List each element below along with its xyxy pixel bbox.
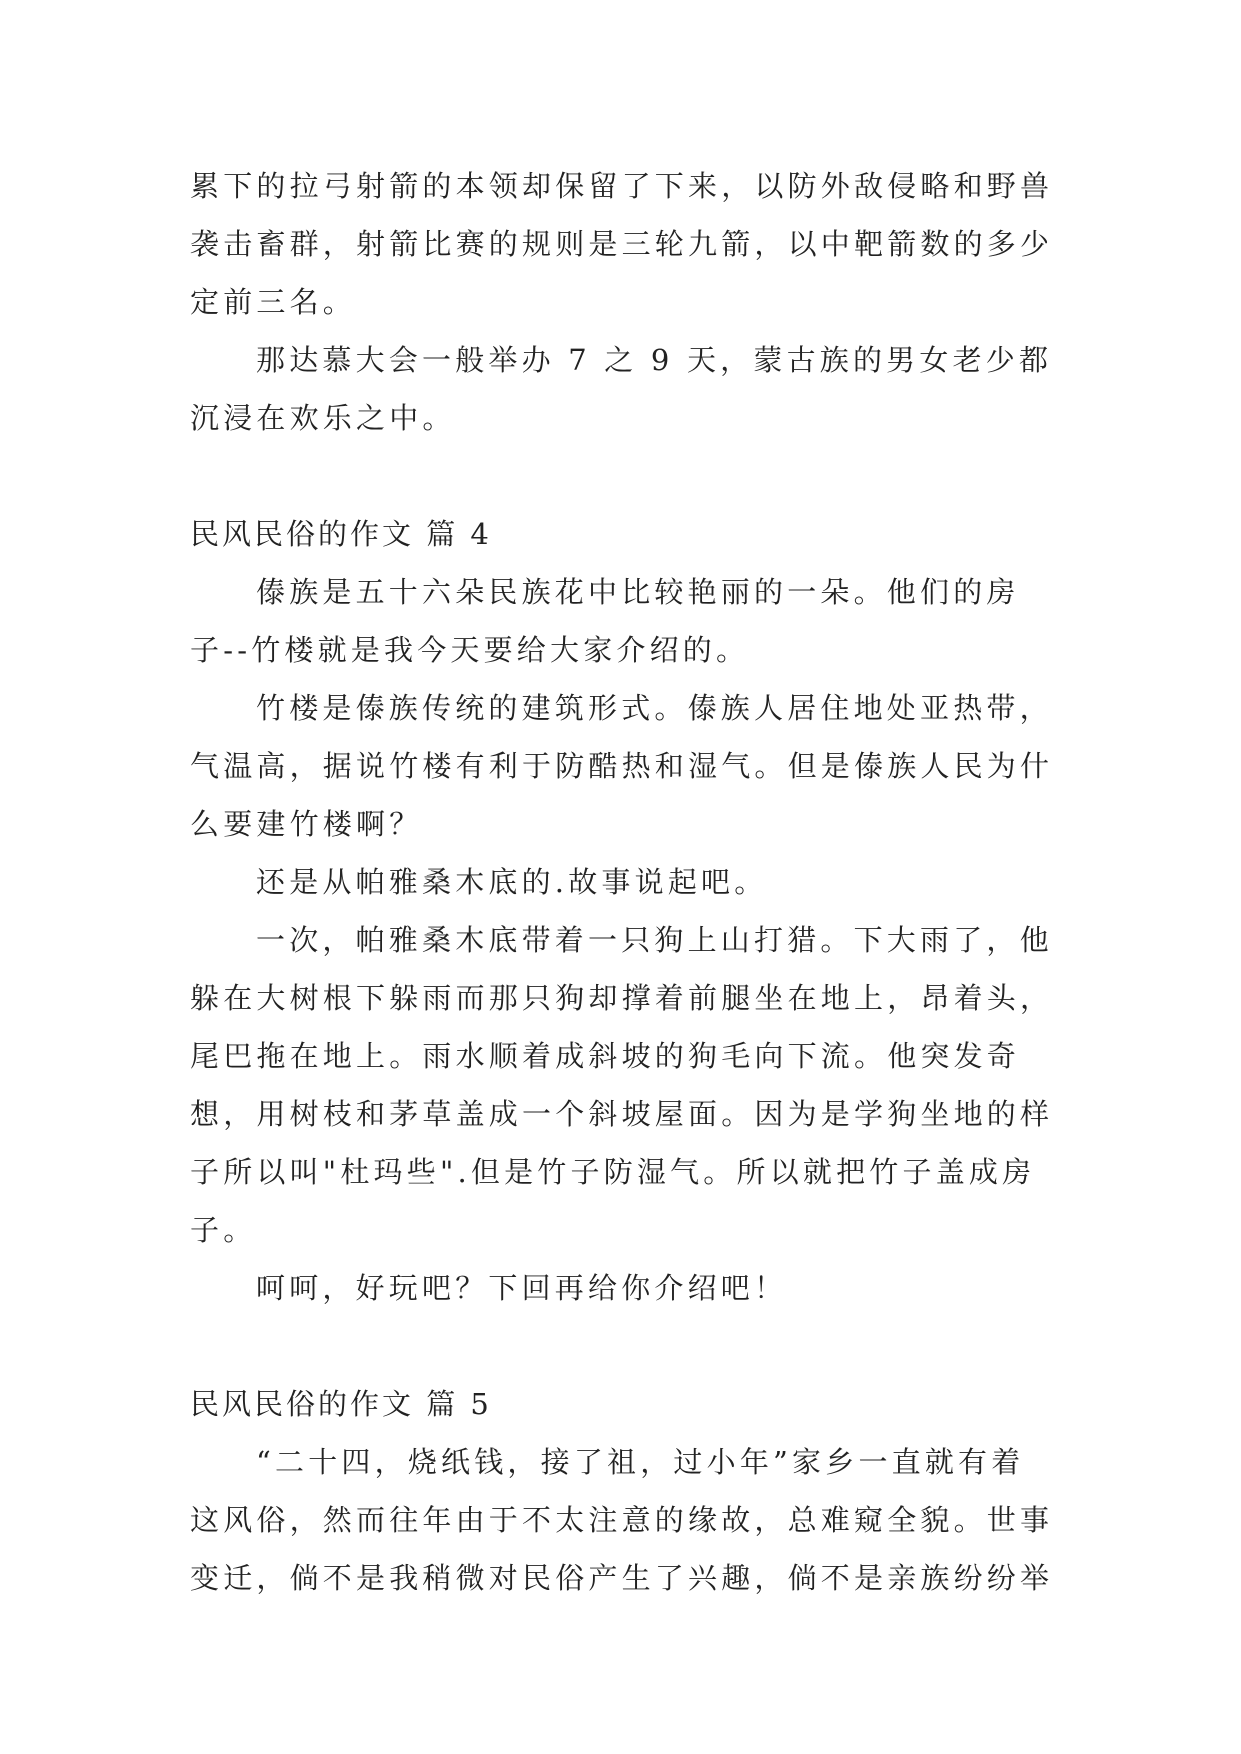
paragraph: 傣族是五十六朵民族花中比较艳丽的一朵。他们的房子--竹楼就是我今天要给大家介绍的。 [190,575,1020,667]
paragraph-continued: 累下的拉弓射箭的本领却保留了下来，以防外敌侵略和野兽袭击畜群，射箭比赛的规则是三轮九箭，以中靶箭数的多少定前三名。 [190,169,1054,319]
section-spacer [190,1317,1055,1375]
document-body [190,157,1055,1607]
paragraph: 一次，帕雅桑木底带着一只狗上山打猎。下大雨了，他躲在大树根下躲雨而那只狗却撑着前腿坐在地上，昂着头，尾巴拖在地上。雨水顺着成斜坡的狗毛向下流。他突发奇想，用树枝和茅草盖成一个斜坡屋面。因为是学狗坐地的样子所以叫"杜玛些".但是竹子防湿气。所以就把竹子盖成房子。 [190,923,1054,1247]
paragraph: 还是从帕雅桑木底的.故事说起吧。 [256,865,768,899]
section-heading-4: 民风民俗的作文 篇 4 [190,517,492,551]
section-spacer [190,447,1055,505]
paragraph: 呵呵，好玩吧？下回再给你介绍吧！ [256,1271,788,1305]
paragraph: 竹楼是傣族传统的建筑形式。傣族人居住地处亚热带，气温高，据说竹楼有利于防酷热和湿气。但是傣族人民为什么要建竹楼啊？ [190,691,1054,841]
paragraph: 那达慕大会一般举办 7 之 9 天，蒙古族的男女老少都沉浸在欢乐之中。 [190,343,1053,435]
paragraph: “二十四，烧纸钱，接了祖，过小年”家乡一直就有着这风俗，然而往年由于不太注意的缘故，总难窥全貌。世事变迁，倘不是我稍微对民俗产生了兴趣，倘不是亲族纷纷举 [190,1445,1054,1595]
section-heading-5: 民风民俗的作文 篇 5 [190,1387,492,1421]
